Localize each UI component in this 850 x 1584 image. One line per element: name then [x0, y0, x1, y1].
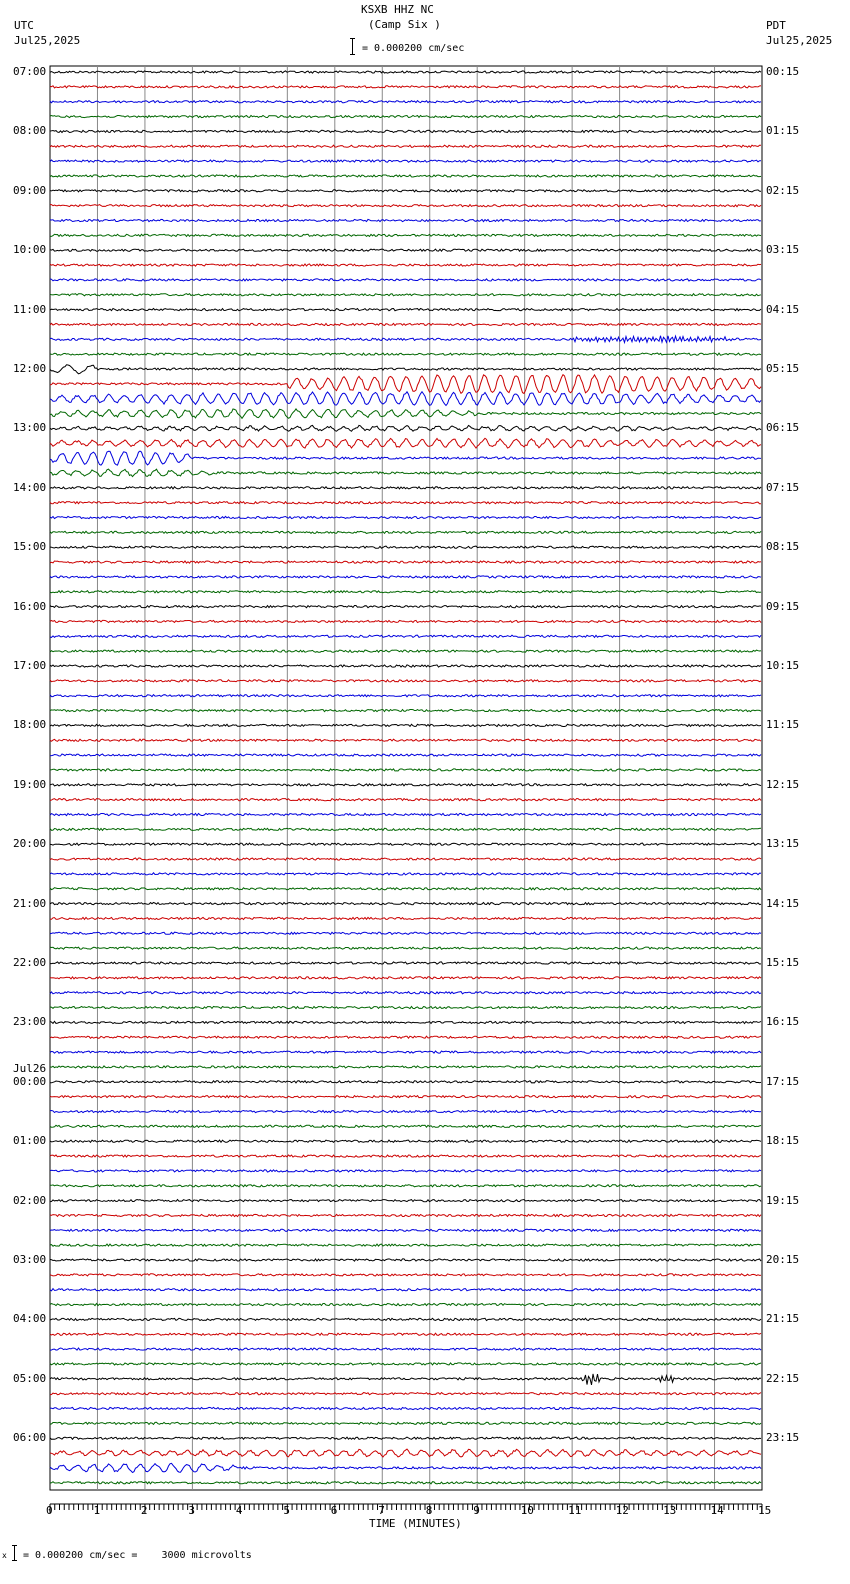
pdt-hour-label: 00:15 [766, 65, 800, 78]
seismic-trace [50, 680, 761, 682]
seismic-trace [50, 190, 761, 192]
pdt-hour-label: 09:15 [766, 599, 800, 613]
utc-hour-label: 10:00 [13, 243, 47, 257]
x-tick-label: 12 [615, 1504, 629, 1517]
seismic-trace [50, 888, 761, 890]
seismic-trace [50, 843, 761, 845]
seismic-trace [50, 754, 761, 756]
seismic-trace [50, 695, 761, 697]
seismic-trace [50, 234, 761, 236]
seismic-trace [50, 992, 761, 994]
seismic-trace [50, 409, 761, 419]
utc-hour-label: 13:00 [13, 421, 47, 435]
utc-hour-label: 22:00 [13, 956, 47, 969]
seismic-trace [50, 1036, 761, 1038]
seismic-trace [50, 1214, 761, 1216]
pdt-hour-label: 04:15 [766, 302, 800, 316]
x-tick-label: 4 [235, 1504, 243, 1517]
seismic-trace [50, 724, 761, 726]
seismic-trace [50, 502, 761, 504]
seismic-trace [50, 438, 761, 448]
seismic-trace [50, 375, 761, 394]
seismic-trace [50, 710, 761, 712]
utc-hour-label: 05:00 [13, 1371, 47, 1385]
pdt-hour-label: 07:15 [766, 480, 800, 494]
pdt-hour-label: 22:15 [766, 1371, 800, 1385]
pdt-hour-label: 18:15 [766, 1134, 800, 1148]
seismic-trace [50, 1363, 761, 1365]
seismic-trace [50, 1170, 761, 1172]
seismic-trace [50, 1096, 761, 1098]
utc-hour-label: 18:00 [13, 718, 47, 732]
seismic-trace [50, 561, 761, 563]
seismic-trace [50, 828, 761, 830]
x-tick-label: 9 [473, 1504, 480, 1517]
pdt-hour-label: 01:15 [766, 124, 800, 138]
pdt-hour-label: 06:15 [766, 421, 800, 435]
seismic-trace [50, 813, 761, 815]
seismic-trace [50, 977, 761, 979]
scale-label: = 0.000200 cm/sec [362, 43, 465, 54]
seismic-trace [50, 516, 761, 518]
pdt-hour-label: 15:15 [766, 956, 800, 969]
utc-hour-label: 03:00 [13, 1253, 47, 1266]
right-date: Jul25,2025 [766, 34, 833, 47]
footer-scale-bar-icon [12, 1545, 17, 1561]
seismic-trace [50, 145, 761, 147]
x-tick-label: 14 [710, 1504, 724, 1517]
pdt-hour-label: 02:15 [766, 183, 800, 197]
seismic-trace [50, 1200, 761, 1202]
pdt-hour-label: 20:15 [766, 1253, 800, 1266]
utc-hour-label: 15:00 [13, 540, 47, 554]
x-tick-label: 0 [46, 1504, 53, 1517]
x-tick-label: 2 [140, 1504, 148, 1517]
pdt-hour-label: 10:15 [766, 659, 800, 672]
pdt-hour-label: 19:15 [766, 1193, 800, 1207]
seismic-trace [50, 86, 761, 88]
seismic-trace [50, 392, 761, 406]
seismic-trace [50, 1066, 761, 1068]
seismic-trace [50, 487, 761, 489]
seismic-trace [50, 279, 761, 281]
pdt-hour-label: 03:15 [766, 243, 800, 257]
seismic-trace [50, 531, 761, 533]
pdt-hour-label: 17:15 [766, 1074, 800, 1088]
seismic-trace [50, 1304, 761, 1306]
seismic-trace [50, 1348, 761, 1350]
seismic-trace [50, 932, 761, 934]
x-tick-label: 3 [188, 1504, 196, 1517]
utc-hour-label: 12:00 [13, 362, 47, 375]
seismic-trace [50, 323, 761, 325]
footer-scale-text: = 0.000200 cm/sec = 3000 microvolts [23, 1550, 252, 1561]
seismic-trace [50, 130, 761, 132]
right-timezone: PDT [766, 19, 786, 32]
seismic-trace [50, 205, 761, 207]
x-tick-label: 8 [425, 1504, 433, 1517]
utc-hour-label: 16:00 [13, 599, 47, 613]
seismic-trace [50, 784, 761, 786]
seismic-trace [50, 1244, 761, 1246]
seismic-trace [50, 1155, 761, 1157]
pdt-hour-label: 12:15 [766, 777, 800, 791]
seismic-trace [50, 917, 761, 919]
x-axis-label: TIME (MINUTES) [369, 1517, 462, 1530]
seismic-trace [50, 620, 761, 622]
seismic-trace [50, 769, 761, 771]
seismic-trace [50, 650, 761, 652]
x-tick-label: 13 [663, 1504, 677, 1517]
x-tick-label: 5 [283, 1504, 290, 1517]
utc-hour-label: 01:00 [13, 1134, 47, 1148]
utc-hour-label: 21:00 [13, 896, 47, 910]
pdt-hour-label: 16:15 [766, 1015, 800, 1029]
seismic-trace [50, 1463, 761, 1472]
footer-prefix: x [2, 1551, 7, 1560]
seismic-trace [50, 1289, 761, 1291]
seismic-trace [50, 175, 761, 177]
seismic-trace [50, 1185, 761, 1187]
seismic-trace [50, 1318, 761, 1320]
pdt-hour-label: 08:15 [766, 540, 800, 554]
seismic-trace [50, 249, 761, 251]
utc-hour-label: 17:00 [13, 659, 47, 672]
utc-hour-label: 00:00 [13, 1074, 47, 1088]
seismic-trace [50, 264, 761, 266]
date-change-label: Jul26 [13, 1061, 47, 1075]
utc-hour-label: 11:00 [13, 302, 47, 316]
seismic-trace [50, 606, 761, 608]
seismic-trace [50, 294, 761, 296]
seismic-trace [50, 739, 761, 741]
seismic-trace [50, 365, 761, 374]
seismic-trace [50, 1407, 761, 1409]
pdt-hour-label: 11:15 [766, 718, 800, 732]
seismic-trace [50, 336, 761, 343]
x-tick-label: 11 [568, 1504, 582, 1517]
seismic-trace [50, 635, 761, 637]
x-tick-label: 15 [758, 1504, 772, 1517]
seismic-trace [50, 451, 761, 465]
seismic-trace [50, 799, 761, 801]
utc-hour-label: 09:00 [13, 183, 47, 197]
utc-hour-label: 20:00 [13, 837, 47, 851]
seismic-trace [50, 1007, 761, 1009]
seismic-trace [50, 1259, 761, 1261]
station-title: KSXB HHZ NC [361, 3, 434, 16]
seismic-trace [50, 101, 761, 103]
utc-hour-label: 07:00 [13, 65, 47, 78]
seismic-trace [50, 1333, 761, 1335]
seismic-trace [50, 1393, 761, 1395]
seismic-trace [50, 591, 761, 593]
utc-hour-label: 14:00 [13, 480, 47, 494]
x-tick-label: 6 [330, 1504, 338, 1517]
seismic-trace [50, 1051, 761, 1053]
seismic-trace [50, 71, 761, 73]
x-tick-label: 7 [378, 1504, 385, 1517]
seismic-trace [50, 219, 761, 221]
seismic-trace [50, 947, 761, 949]
pdt-hour-label: 14:15 [766, 896, 800, 910]
utc-hour-label: 06:00 [13, 1431, 47, 1445]
seismic-trace [50, 903, 761, 905]
x-tick-label: 1 [93, 1504, 101, 1517]
seismic-trace [50, 1021, 761, 1023]
seismic-trace [50, 1110, 761, 1112]
seismic-trace [50, 962, 761, 964]
seismic-trace [50, 1081, 761, 1083]
pdt-hour-label: 23:15 [766, 1431, 800, 1445]
seismic-trace [50, 546, 761, 548]
seismic-trace [50, 353, 761, 355]
seismic-trace [50, 1274, 761, 1276]
utc-hour-label: 08:00 [13, 124, 47, 138]
seismic-trace [50, 469, 761, 477]
x-tick-label: 10 [520, 1504, 534, 1517]
seismic-trace [50, 858, 761, 860]
seismic-trace [50, 1125, 761, 1127]
pdt-hour-label: 13:15 [766, 837, 800, 851]
seismic-trace [50, 873, 761, 875]
seismic-trace [50, 665, 761, 667]
seismic-trace [50, 1374, 761, 1385]
left-date: Jul25,2025 [14, 34, 81, 47]
seismic-trace [50, 576, 761, 578]
seismic-trace [50, 309, 761, 311]
utc-hour-label: 19:00 [13, 777, 47, 791]
seismic-trace [50, 1482, 761, 1484]
seismic-trace [50, 1140, 761, 1142]
pdt-hour-label: 21:15 [766, 1312, 800, 1326]
utc-hour-label: 23:00 [13, 1015, 47, 1029]
seismic-trace [50, 160, 761, 162]
left-timezone: UTC [14, 19, 34, 32]
pdt-hour-label: 05:15 [766, 362, 800, 375]
seismic-trace [50, 116, 761, 118]
seismic-trace [50, 1449, 761, 1457]
station-subtitle: (Camp Six ) [368, 18, 441, 31]
utc-hour-label: 04:00 [13, 1312, 47, 1326]
seismic-trace [50, 1422, 761, 1424]
seismic-trace [50, 1229, 761, 1231]
seismic-trace [50, 425, 761, 431]
utc-hour-label: 02:00 [13, 1193, 47, 1207]
seismic-trace [50, 1437, 761, 1439]
